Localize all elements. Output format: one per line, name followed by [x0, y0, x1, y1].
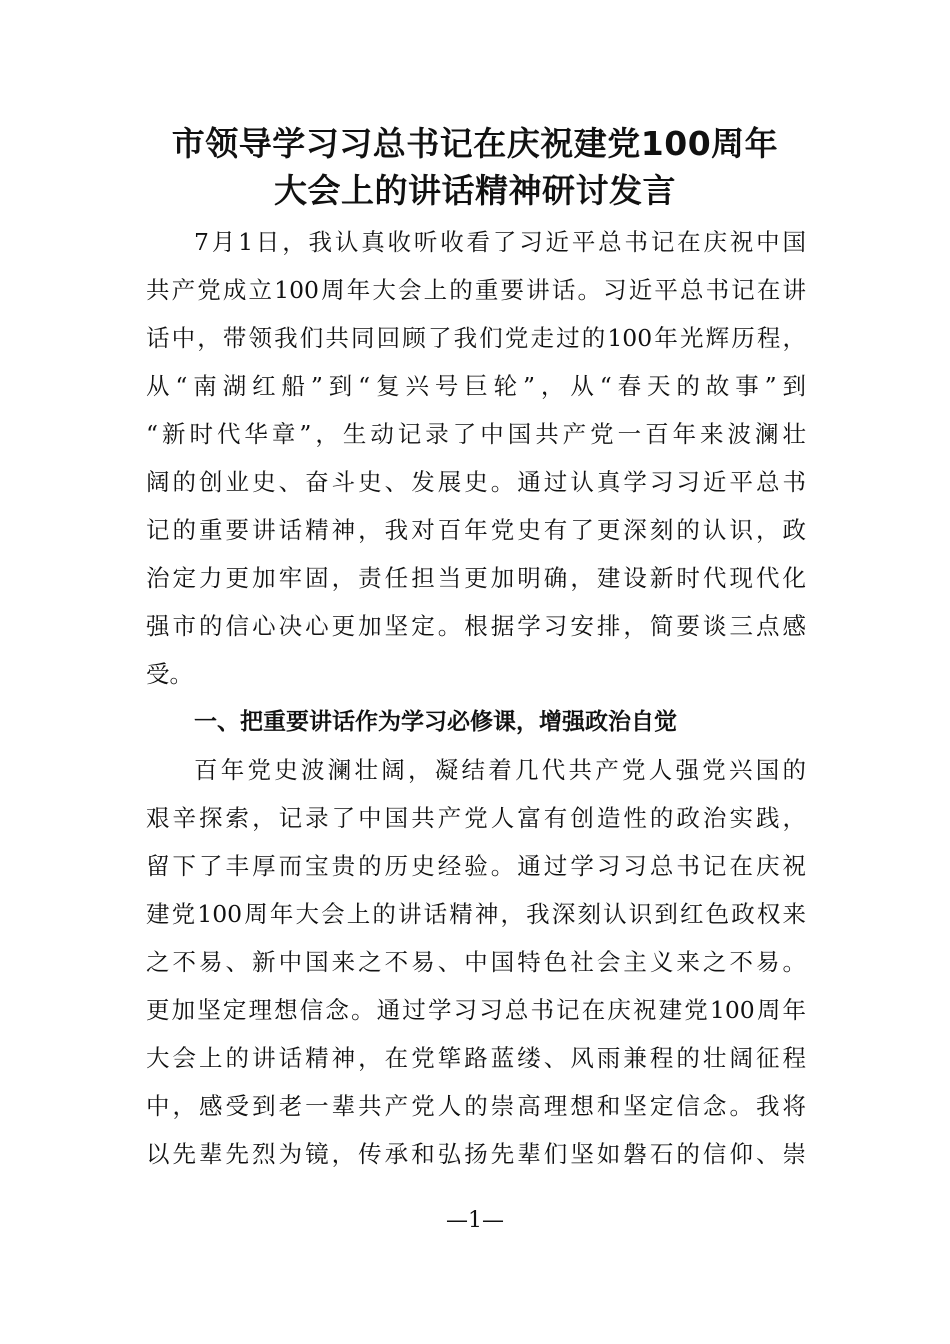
page-number: —1—: [446, 1208, 504, 1233]
paragraph-2-line: 更加坚定理想信念。通过学习习总书记在庆祝建党100周年: [146, 996, 806, 1024]
paragraph-1-line: 话中，带领我们共同回顾了我们党走过的100年光辉历程，: [146, 324, 806, 352]
paragraph-2-line: 大会上的讲话精神，在党筚路蓝缕、风雨兼程的壮阔征程: [146, 1044, 806, 1072]
paragraph-2-line: 百年党史波澜壮阔，凝结着几代共产党人强党兴国的: [194, 756, 806, 784]
paragraph-1-line: 共产党成立100周年大会上的重要讲话。习近平总书记在讲: [146, 276, 806, 304]
paragraph-1-line: 7月1日，我认真收听收看了习近平总书记在庆祝中国: [194, 228, 806, 256]
paragraph-1-line: 阔的创业史、奋斗史、发展史。通过认真学习习近平总书: [146, 468, 806, 496]
paragraph-2-line: 艰辛探索，记录了中国共产党人富有创造性的政治实践，: [146, 804, 806, 832]
paragraph-1-line: 受。: [146, 660, 193, 688]
paragraph-2-line: 之不易、新中国来之不易、中国特色社会主义来之不易。: [146, 948, 806, 976]
paragraph-2-line: 建党100周年大会上的讲话精神，我深刻认识到红色政权来: [146, 900, 806, 928]
paragraph-1-line: 治定力更加牢固，责任担当更加明确，建设新时代现代化: [146, 564, 806, 592]
section-heading-1: 一、把重要讲话作为学习必修课，增强政治自觉: [194, 709, 677, 735]
paragraph-1-line: 强市的信心决心更加坚定。根据学习安排，简要谈三点感: [146, 612, 806, 640]
paragraph-1-line: 记的重要讲话精神，我对百年党史有了更深刻的认识，政: [146, 516, 806, 544]
paragraph-2-line: 留下了丰厚而宝贵的历史经验。通过学习习总书记在庆祝: [146, 852, 806, 880]
document-body: [146, 218, 806, 1178]
paragraph-2-line: 以先辈先烈为镜，传承和弘扬先辈们坚如磐石的信仰、崇: [146, 1140, 806, 1168]
document-title-line-2: 大会上的讲话精神研讨发言: [274, 171, 676, 210]
paragraph-1-line: “新时代华章”，生动记录了中国共产党一百年来波澜壮: [146, 420, 806, 448]
paragraph-1-line: 从“南湖红船”到“复兴号巨轮”，从“春天的故事”到: [146, 372, 806, 400]
paragraph-2-line: 中，感受到老一辈共产党人的崇高理想和坚定信念。我将: [146, 1092, 806, 1120]
document-title-line-1: 市领导学习习总书记在庆祝建党100周年: [171, 124, 779, 163]
